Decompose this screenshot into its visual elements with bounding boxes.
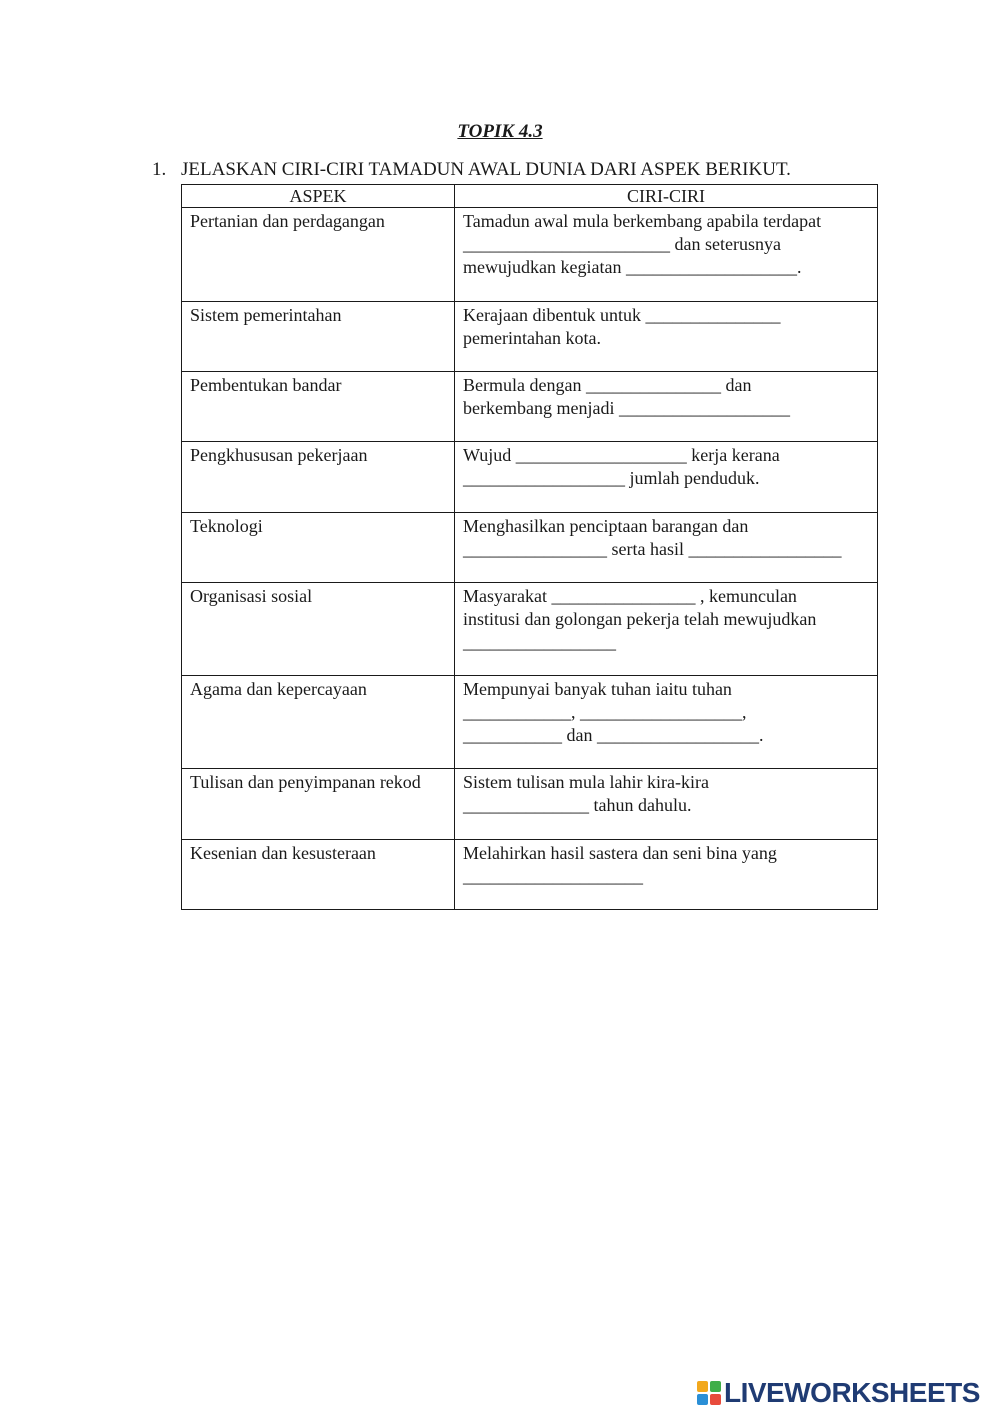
logo-square-icon	[697, 1394, 708, 1405]
ciri-cell[interactable]: Wujud ___________________ kerja kerana __________________ jumlah penduduk.	[455, 442, 878, 513]
liveworksheets-logo-icon	[697, 1381, 721, 1405]
aspect-cell: Agama dan kepercayaan	[182, 676, 455, 769]
aspect-cell: Organisasi sosial	[182, 583, 455, 676]
ciri-cell[interactable]: Masyarakat ________________ , kemunculan institusi dan golongan pekerja telah mewujudkan _________________	[455, 583, 878, 676]
ciri-cell[interactable]: Sistem tulisan mula lahir kira-kira ______________ tahun dahulu.	[455, 769, 878, 840]
table-row	[182, 769, 878, 840]
aspect-table	[181, 184, 878, 910]
logo-square-icon	[710, 1394, 721, 1405]
aspect-cell: Teknologi	[182, 513, 455, 583]
aspect-cell: Tulisan dan penyimpanan rekod	[182, 769, 455, 840]
logo-square-icon	[697, 1381, 708, 1392]
question-number: 1.	[152, 159, 167, 180]
ciri-cell[interactable]: Tamadun awal mula berkembang apabila terdapat _______________________ dan seterusnya mewujudkan kegiatan ___________________.	[455, 208, 878, 302]
table-row	[182, 676, 878, 769]
ciri-cell[interactable]: Bermula dengan _______________ dan berkembang menjadi ___________________	[455, 372, 878, 442]
aspect-cell: Pembentukan bandar	[182, 372, 455, 442]
aspect-cell: Pertanian dan perdagangan	[182, 208, 455, 302]
aspect-cell: Sistem pemerintahan	[182, 302, 455, 372]
aspect-cell: Kesenian dan kesusteraan	[182, 840, 455, 910]
table-row	[182, 583, 878, 676]
header-aspek: ASPEK	[182, 185, 455, 208]
ciri-cell[interactable]: Mempunyai banyak tuhan iaitu tuhan ____________, __________________, ___________ dan __________________.	[455, 676, 878, 769]
question-heading	[152, 159, 791, 181]
table-row	[182, 840, 878, 910]
table-row	[182, 372, 878, 442]
table-header-row	[182, 185, 878, 208]
header-ciri-ciri: CIRI-CIRI	[455, 185, 878, 208]
ciri-cell[interactable]: Menghasilkan penciptaan barangan dan ________________ serta hasil _________________	[455, 513, 878, 583]
logo-square-icon	[710, 1381, 721, 1392]
liveworksheets-logo	[697, 1378, 980, 1408]
ciri-cell[interactable]: Melahirkan hasil sastera dan seni bina yang ____________________	[455, 840, 878, 910]
ciri-cell[interactable]: Kerajaan dibentuk untuk _______________ pemerintahan kota.	[455, 302, 878, 372]
aspect-cell: Pengkhususan pekerjaan	[182, 442, 455, 513]
table-row	[182, 302, 878, 372]
question-text: JELASKAN CIRI-CIRI TAMADUN AWAL DUNIA DARI ASPEK BERIKUT.	[181, 159, 791, 180]
table-row	[182, 513, 878, 583]
liveworksheets-logo-text: LIVEWORKSHEETS	[724, 1377, 980, 1408]
table-row	[182, 442, 878, 513]
topic-title: TOPIK 4.3	[457, 121, 543, 142]
table-row	[182, 208, 878, 302]
